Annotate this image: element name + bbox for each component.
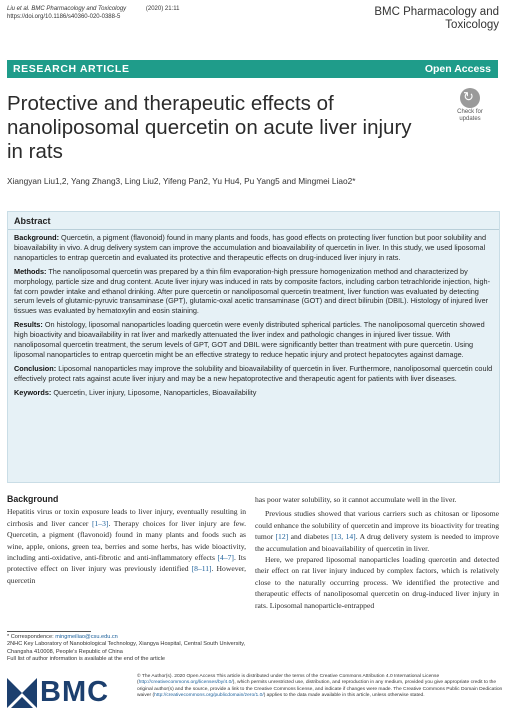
- correspondence-label: * Correspondence:: [7, 634, 56, 640]
- section-heading-background: Background: [7, 494, 59, 504]
- author-list: Xiangyan Liu1,2, Yang Zhang3, Ling Liu2, Yifeng Pan2, Yu Hu4, Pu Yang5 and Mingmei Liao2*: [7, 176, 356, 186]
- bmc-logo-icon: [7, 678, 37, 708]
- citation-year: (2020) 21:11: [145, 6, 180, 12]
- check-updates-label: Check for updates: [457, 109, 483, 122]
- citation-line: [7, 5, 179, 21]
- abstract-heading: Abstract: [14, 216, 51, 226]
- footnote-divider: [7, 631, 91, 632]
- refresh-icon: ↻: [460, 88, 480, 108]
- abstract-box: [7, 211, 500, 483]
- body-paragraph: Hepatitis virus or toxin exposure leads to liver injury, eventually resulting in cirrhosis and liver cancer [1–3]. Therapy choices for liver injury are few. Quercetin, a pigment (flavonoid) found in many plants and foods such as wine, apple, onions, green tea, berries and some herbs, has wide bioactivity, including anti-oxidative, anti-fibrotic and anti-inflammatory effects [4–7]. Its protective effect on liver injury was previously identified [8–11]. However, quercetin: [7, 507, 246, 585]
- abstract-keywords: Keywords: Quercetin, Liver injury, Liposome, Nanoparticles, Bioavailability: [14, 387, 257, 397]
- affiliation: 2NHC Key Laboratory of Nanobiological Technology, Xiangya Hospital, Central South University, Changsha 410008, People's Republic of China: [7, 641, 246, 655]
- article-type-banner: [7, 60, 498, 78]
- license-link[interactable]: http://creativecommons.org/licenses/by/4.0/: [138, 680, 233, 686]
- correspondence-email[interactable]: mingmeiliao@csu.edu.cn: [55, 634, 118, 640]
- reference-link[interactable]: [13, 14]: [331, 532, 356, 542]
- reference-link[interactable]: [12]: [275, 532, 289, 542]
- body-column-left: [7, 494, 246, 586]
- doi-link[interactable]: https://doi.org/10.1186/s40360-020-0388-5: [7, 14, 121, 20]
- journal-name: BMC Pharmacology and Toxicology: [374, 6, 499, 31]
- abstract-background: Background: Quercetin, a pigment (flavonoid) found in many plants and foods, has good effects on protecting liver function but poor solubility and bioavailability in vivo. A drug delivery system can improve the accumulation and bioavailability of quercetin in liver. In this study, we used liposomal nanoparticles to entrap quercetin and evaluated its protective and therapeutic effects on drug-induced liver injury in rats.: [14, 233, 486, 262]
- abstract-methods: Methods: The nanoliposomal quercetin was prepared by a thin film evaporation-high pressure homogenization method and characterized by morphology, particle size and drug content. Acute liver injury was induced in rats by composite factors, including carbon tetrachloride injection, high-fat corn powder intake and ethanol drinking. After pure quercetin or nanoliposomal quercetin treatment, liver function was evaluated by detecting serum levels of glutamic-pyruvic transaminase (GPT), glutamic-oxal acetic transaminase (GOT) and direct bilirubin (DBIL). Histology of injured liver tissues was evaluated by hematoxylin and eosin staining.: [14, 266, 491, 316]
- bmc-logo-text: BMC: [40, 676, 110, 708]
- public-domain-link[interactable]: http://creativecommons.org/publicdomain/zero/1.0/: [154, 693, 264, 699]
- check-for-updates-badge[interactable]: [447, 88, 493, 132]
- body-paragraph: has poor water solubility, so it cannot accumulate well in the liver.: [255, 495, 457, 504]
- reference-link[interactable]: [4–7]: [217, 553, 234, 563]
- reference-link[interactable]: [1–3]: [91, 518, 109, 528]
- abstract-conclusion: Conclusion: Liposomal nanoparticles may improve the solubility and bioavailability of quercetin in liver. Furthermore, nanoliposomal quercetin could effectively protect rats against acute liver injury and may be a new hepatoprotective and therapeutic agent for patients with liver diseases.: [14, 363, 493, 383]
- article-type: RESEARCH ARTICLE: [13, 63, 130, 75]
- open-access-label[interactable]: Open Access: [424, 63, 491, 75]
- license-text: © The Author(s). 2020 Open Access This article is distributed under the terms of the Creative Commons Attribution 4.0 International License (http://creativecommons.org/licenses/by/4.0/), which permits unrestricted use, distribution, and reproduction in any medium, provided you give appropriate credit to the original author(s) and the source, provide a link to the Creative Commons license, and indicate if changes were made. The Creative Commons Public Domain Dedication waiver (http://creativecommons.org/publicdomain/zero/1.0/) applies to the data made available in this article, unless otherwise stated.: [137, 674, 503, 699]
- body-paragraph: Previous studies showed that various carriers such as chitosan or liposome could enhance the solubility of quercetin and improve its bioactivity for treating tumor [12] and diabetes [13, 14]. A drug delivery system is needed to improve the accumulation and bioavailability of quercetin in liver.: [255, 509, 499, 553]
- bmc-logo: [7, 674, 131, 712]
- footnotes: [7, 634, 247, 664]
- abstract-divider: [8, 229, 499, 230]
- author-info-note: Full list of author information is available at the end of the article: [7, 656, 165, 663]
- body-paragraph: Here, we prepared liposomal nanoparticles loading quercetin and detected their effect on rat liver injury induced by complex factors, which is relatively close to the naturally occurring process. We identified the protective and therapeutic effects of nanoliposomal quercetin on drug-induced liver injury in rats. Liposomal nanoparticle-entrapped: [255, 555, 499, 610]
- article-title: Protective and therapeutic effects of nanoliposomal quercetin on acute liver injury in rats: [7, 92, 412, 163]
- body-column-right: [255, 494, 499, 611]
- abstract-results: Results: On histology, liposomal nanoparticles loading quercetin were evenly distributed spherical particles. The nanoliposomal quercetin showed high bioactivity and bioavailability in rat liver and markedly attenuated the liver index and pathologic changes in injured liver tissue. With nanoliposomal quercetin treatment, the serum levels of GPT, GOT and DBIL were significantly better than treatment with pure quercetin. Using liposomal nanoparticles to entrap quercetin might be an effective strategy to reduce hepatic injury and protect hepatocytes against damage.: [14, 320, 485, 359]
- reference-link[interactable]: [8–11]: [191, 564, 212, 574]
- abstract-body: [14, 233, 494, 402]
- citation-text: Liu et al. BMC Pharmacology and Toxicology: [7, 6, 127, 12]
